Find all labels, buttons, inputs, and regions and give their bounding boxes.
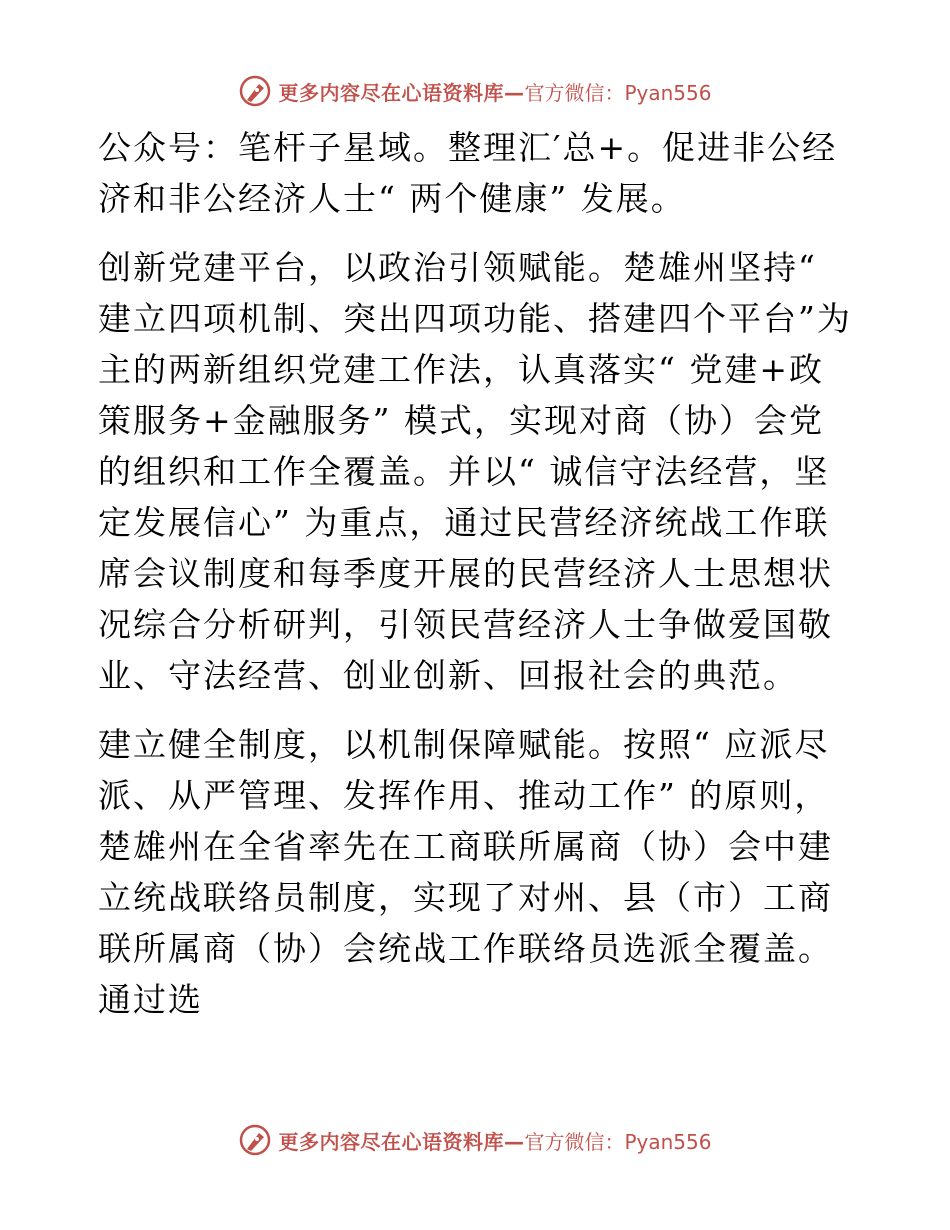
banner-slogan: 更多内容尽在心语资料库— (278, 80, 525, 105)
banner-wechat-id: 官方微信：Pyan556 (524, 80, 712, 105)
paragraph-1: 公众号：笔杆子星域。整理汇′总+。促进非公经济和非公经济人士“ 两个健康” 发展。 (98, 128, 838, 218)
paragraph-2: 创新党建平台，以政治引领赋能。楚雄州坚持“ 建立四项机制、突出四项功能、搭建四个平台”为主的两新组织党建工作法，认真落实“ 党建+政策服务+金融服务” 模式，实现对商（协）会党的组织和工作全覆盖。并以“ 诚信守法经营，坚定发展信心” 为重点，通过民营经济统战工作联席会议制度和每季度开展的民营经济人士思想状况综合分析研判，引领民营经济人士争做爱国敬业、守法经营、创业创新、回报社会的典范。 (98, 248, 852, 695)
document-body (98, 122, 858, 1025)
banner-slogan: 更多内容尽在心语资料库— (278, 1129, 525, 1154)
pen-nib-logo-icon (238, 1123, 272, 1157)
paragraph-3: 建立健全制度，以机制保障赋能。按照“ 应派尽派、从严管理、发挥作用、推动工作” 的原则，楚雄州在全省率先在工商联所属商（协）会中建立统战联络员制度，实现了对州、县（市）工商联所属商（协）会统战工作联络员选派全覆盖。通过选 (98, 725, 833, 1019)
footer-watermark-banner (0, 1120, 950, 1160)
pen-nib-logo-icon (238, 74, 272, 108)
header-watermark-banner (0, 71, 950, 111)
banner-wechat-id: 官方微信：Pyan556 (524, 1129, 712, 1154)
